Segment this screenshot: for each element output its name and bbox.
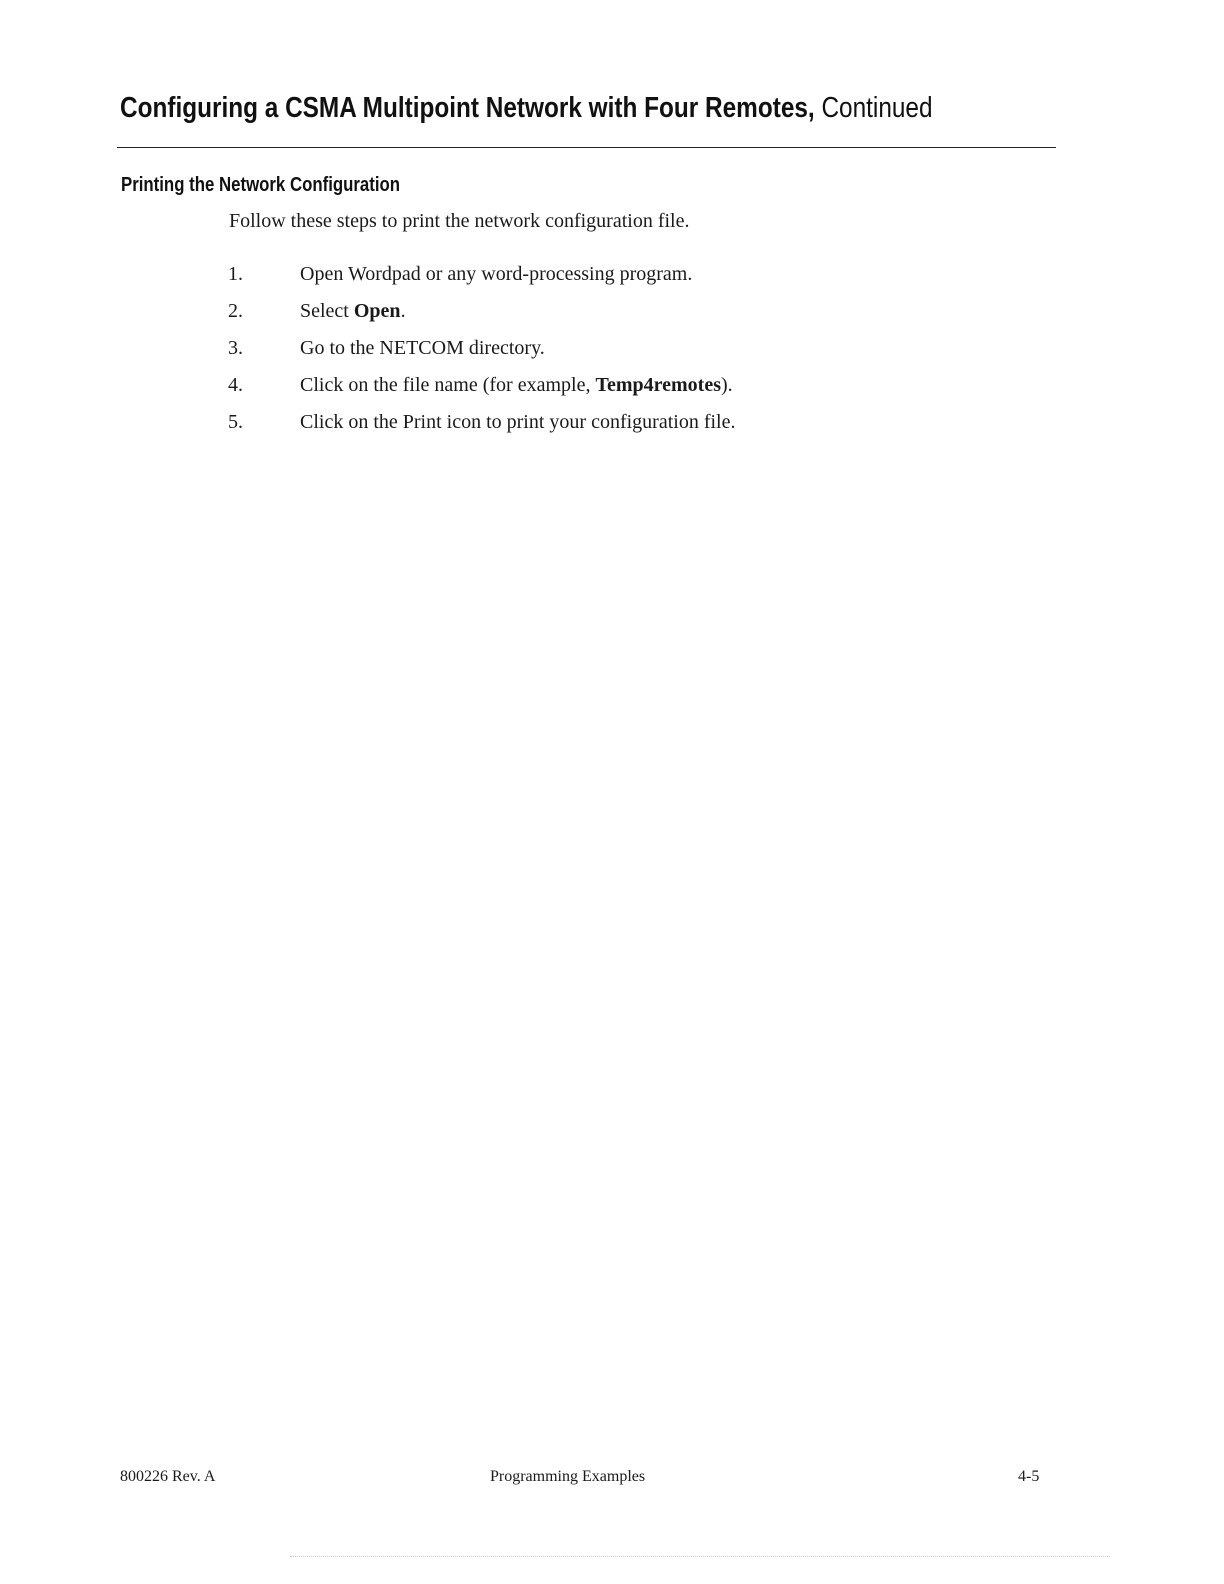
step-number: 1.: [228, 263, 243, 285]
footer-chapter: Programming Examples: [490, 1468, 646, 1485]
step-text-emphasis: Temp4remotes: [595, 374, 721, 396]
step-text-after: ).: [721, 374, 733, 396]
step-text: Click on the Print icon to print your configuration file.: [300, 411, 736, 433]
page-title-main: Configuring a CSMA Multipoint Network with Four Remotes,: [120, 92, 815, 124]
step-number: 2.: [228, 300, 243, 322]
scan-artifact-line: [290, 1556, 1110, 1557]
page-title-continued: Continued: [821, 92, 933, 124]
title-divider: [117, 147, 1056, 148]
step-text-before: Select: [300, 300, 354, 322]
step-text-after: .: [400, 300, 406, 322]
footer-page-number: 4-5: [1018, 1468, 1040, 1485]
step-text: [300, 296, 406, 326]
intro-paragraph: Follow these steps to print the network configuration file.: [229, 210, 690, 232]
page-title: [120, 88, 933, 128]
section-heading: Printing the Network Configuration: [121, 174, 401, 196]
footer-doc-number: 800226 Rev. A: [120, 1468, 216, 1485]
step-text: Go to the NETCOM directory.: [300, 337, 545, 359]
step-text-before: Click on the file name (for example,: [300, 374, 596, 396]
step-number: 5.: [228, 411, 243, 433]
step-text: [300, 370, 733, 400]
step-number: 3.: [228, 337, 243, 359]
step-text: Open Wordpad or any word-processing program.: [300, 263, 693, 285]
step-number: 4.: [228, 374, 243, 396]
step-text-emphasis: Open: [353, 300, 401, 322]
